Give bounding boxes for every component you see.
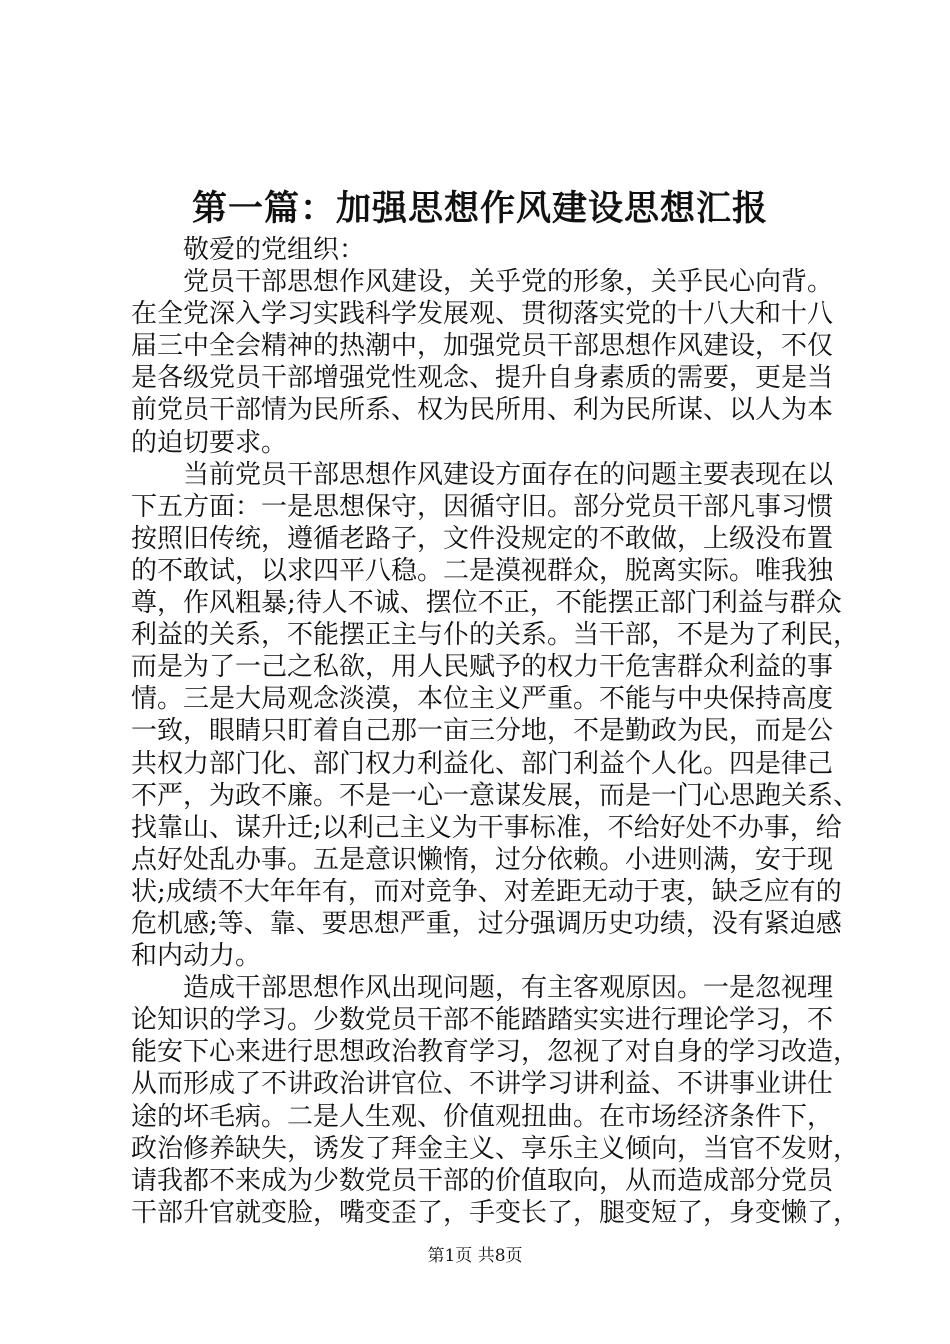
paragraph-2-line: 一致，眼睛只盯着自己那一亩三分地，不是勤政为民，而是公 xyxy=(131,716,834,747)
paragraph-3-line: 干部升官就变脸，嘴变歪了，手变长了，腿变短了，身变懒了， xyxy=(131,1197,860,1228)
paragraph-2-line: 利益的关系，不能摆正主与仆的关系。当干部，不是为了利民， xyxy=(131,620,860,651)
paragraph-2-line: 共权力部门化、部门权力利益化、部门利益个人化。四是律己 xyxy=(131,748,834,779)
paragraph-2-line: 而是为了一己之私欲，用人民赋予的权力干危害群众利益的事 xyxy=(131,652,834,683)
paragraph-1-line: 的迫切要求。 xyxy=(131,427,288,458)
paragraph-1-line: 是各级党员干部增强党性观念、提升自身素质的需要，更是当 xyxy=(131,363,834,394)
paragraph-2-line: 找靠山、谋升迁;以利己主义为干事标准，不给好处不办事，给 xyxy=(131,812,842,843)
paragraph-2-line: 情。三是大局观念淡漠，本位主义严重。不能与中央保持高度 xyxy=(131,684,834,715)
paragraph-2-line: 点好处乱办事。五是意识懒惰，过分依赖。小进则满，安于现 xyxy=(131,844,834,875)
paragraph-2-line: 按照旧传统，遵循老路子，文件没规定的不敢做，上级没布置 xyxy=(131,523,834,554)
paragraph-3-line: 造成干部思想作风出现问题，有主客观原因。一是忽视理 xyxy=(183,973,834,1004)
paragraph-2-line: 下五方面：一是思想保守，因循守旧。部分党员干部凡事习惯 xyxy=(131,491,834,522)
paragraph-2-line: 尊，作风粗暴;待人不诚、摆位不正，不能摆正部门利益与群众 xyxy=(131,588,842,619)
page-footer: 第1页 共8页 xyxy=(427,1246,523,1266)
paragraph-2-line: 当前党员干部思想作风建设方面存在的问题主要表现在以 xyxy=(183,459,834,490)
paragraph-3-line: 从而形成了不讲政治讲官位、不讲学习讲利益、不讲事业讲仕 xyxy=(131,1069,834,1100)
document-title: 第一篇：加强思想作风建设思想汇报 xyxy=(191,188,768,229)
paragraph-2-line: 和内动力。 xyxy=(131,941,262,972)
paragraph-3-line: 请我都不来成为少数党员干部的价值取向，从而造成部分党员 xyxy=(131,1165,834,1196)
paragraph-3-line: 能安下心来进行思想政治教育学习，忽视了对自身的学习改造， xyxy=(131,1037,860,1068)
paragraph-2-line: 不严，为政不廉。不是一心一意谋发展，而是一门心思跑关系、 xyxy=(131,780,860,811)
paragraph-3-line: 论知识的学习。少数党员干部不能踏踏实实进行理论学习，不 xyxy=(131,1005,834,1036)
paragraph-1-line: 党员干部思想作风建设，关乎党的形象，关乎民心向背。 xyxy=(183,267,834,298)
paragraph-1-line: 届三中全会精神的热潮中，加强党员干部思想作风建设，不仅 xyxy=(131,331,834,362)
paragraph-2-line: 的不敢试，以求四平八稳。二是漠视群众，脱离实际。唯我独 xyxy=(131,555,834,586)
paragraph-2-line: 状;成绩不大年年有，而对竞争、对差距无动于衷，缺乏应有的 xyxy=(131,876,842,907)
salutation: 敬爱的党组织： xyxy=(183,235,366,265)
paragraph-1-line: 在全党深入学习实践科学发展观、贯彻落实党的十八大和十八 xyxy=(131,299,834,330)
paragraph-2-line: 危机感;等、靠、要思想严重，过分强调历史功绩，没有紧迫感 xyxy=(131,908,842,939)
paragraph-3-line: 政治修养缺失，诱发了拜金主义、享乐主义倾向，当官不发财， xyxy=(131,1133,860,1164)
document-body xyxy=(131,234,860,1229)
paragraph-1-line: 前党员干部情为民所系、权为民所用、利为民所谋、以人为本 xyxy=(131,395,834,426)
paragraph-3-line: 途的坏毛病。二是人生观、价值观扭曲。在市场经济条件下， xyxy=(131,1101,834,1132)
